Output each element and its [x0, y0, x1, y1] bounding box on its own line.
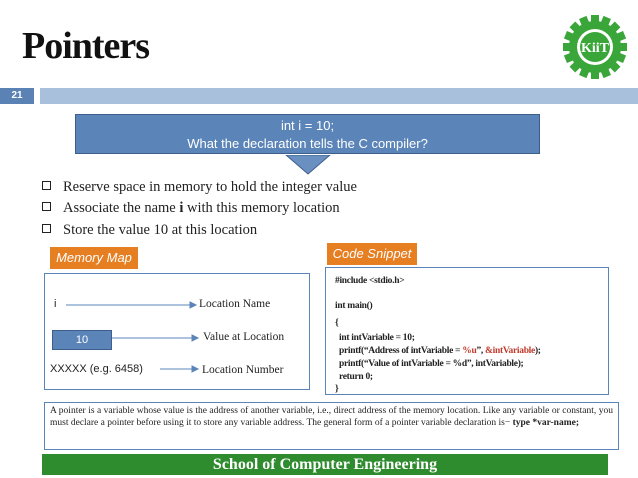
- checkbox-bullet-icon: [42, 181, 51, 190]
- code-line: printf(“Address of intVariable = %u”, &intVariable);: [339, 346, 541, 356]
- bullet-item: Associate the name i with this memory location: [42, 200, 340, 217]
- bullet-item: Reserve space in memory to hold the integer value: [42, 179, 357, 196]
- checkbox-bullet-icon: [42, 224, 51, 233]
- logo-lettering: KiiT: [580, 41, 610, 56]
- memory-map-label: Memory Map: [50, 247, 138, 269]
- slide-title: Pointers: [22, 25, 150, 67]
- code-line: }: [335, 384, 339, 394]
- code-line: int main(): [335, 301, 373, 311]
- address-value: XXXXX (e.g. 6458): [50, 363, 143, 375]
- variable-name: i: [54, 298, 57, 310]
- kiit-logo: [560, 12, 630, 82]
- pointer-description: A pointer is a variable whose value is the address of another variable, i.e., direct address of the memory location. Like any variable or constant, you must declare a pointer before using it to store any variable address. The general form of a pointer variable declaration is− type *var-name;: [44, 402, 619, 450]
- callout-line-2: What the declaration tells the C compiler?: [187, 136, 428, 151]
- code-line: return 0;: [339, 372, 373, 382]
- footer-banner: School of Computer Engineering: [42, 454, 608, 475]
- code-line: #include <stdio.h>: [335, 276, 405, 286]
- slide-number: 21: [0, 88, 34, 104]
- pointer-syntax: type *var-name;: [512, 418, 579, 428]
- value-box: 10: [52, 330, 112, 350]
- code-snippet-label: Code Snippet: [327, 243, 417, 265]
- memory-map-arrows: [60, 297, 200, 377]
- down-arrow-icon: [284, 155, 332, 175]
- callout-box: [75, 114, 540, 154]
- header-bar: [40, 88, 638, 104]
- code-line: {: [335, 318, 339, 328]
- callout-line-1: int i = 10;: [280, 118, 335, 133]
- bullet-item: Store the value 10 at this location: [42, 222, 257, 239]
- location-name-label: Location Name: [199, 298, 271, 310]
- value-at-location-label: Value at Location: [203, 331, 285, 343]
- location-number-label: Location Number: [202, 364, 284, 376]
- code-line: int intVariable = 10;: [339, 333, 415, 343]
- code-line: printf(“Value of intVariable = %d”, intVariable);: [339, 359, 524, 369]
- checkbox-bullet-icon: [42, 202, 51, 211]
